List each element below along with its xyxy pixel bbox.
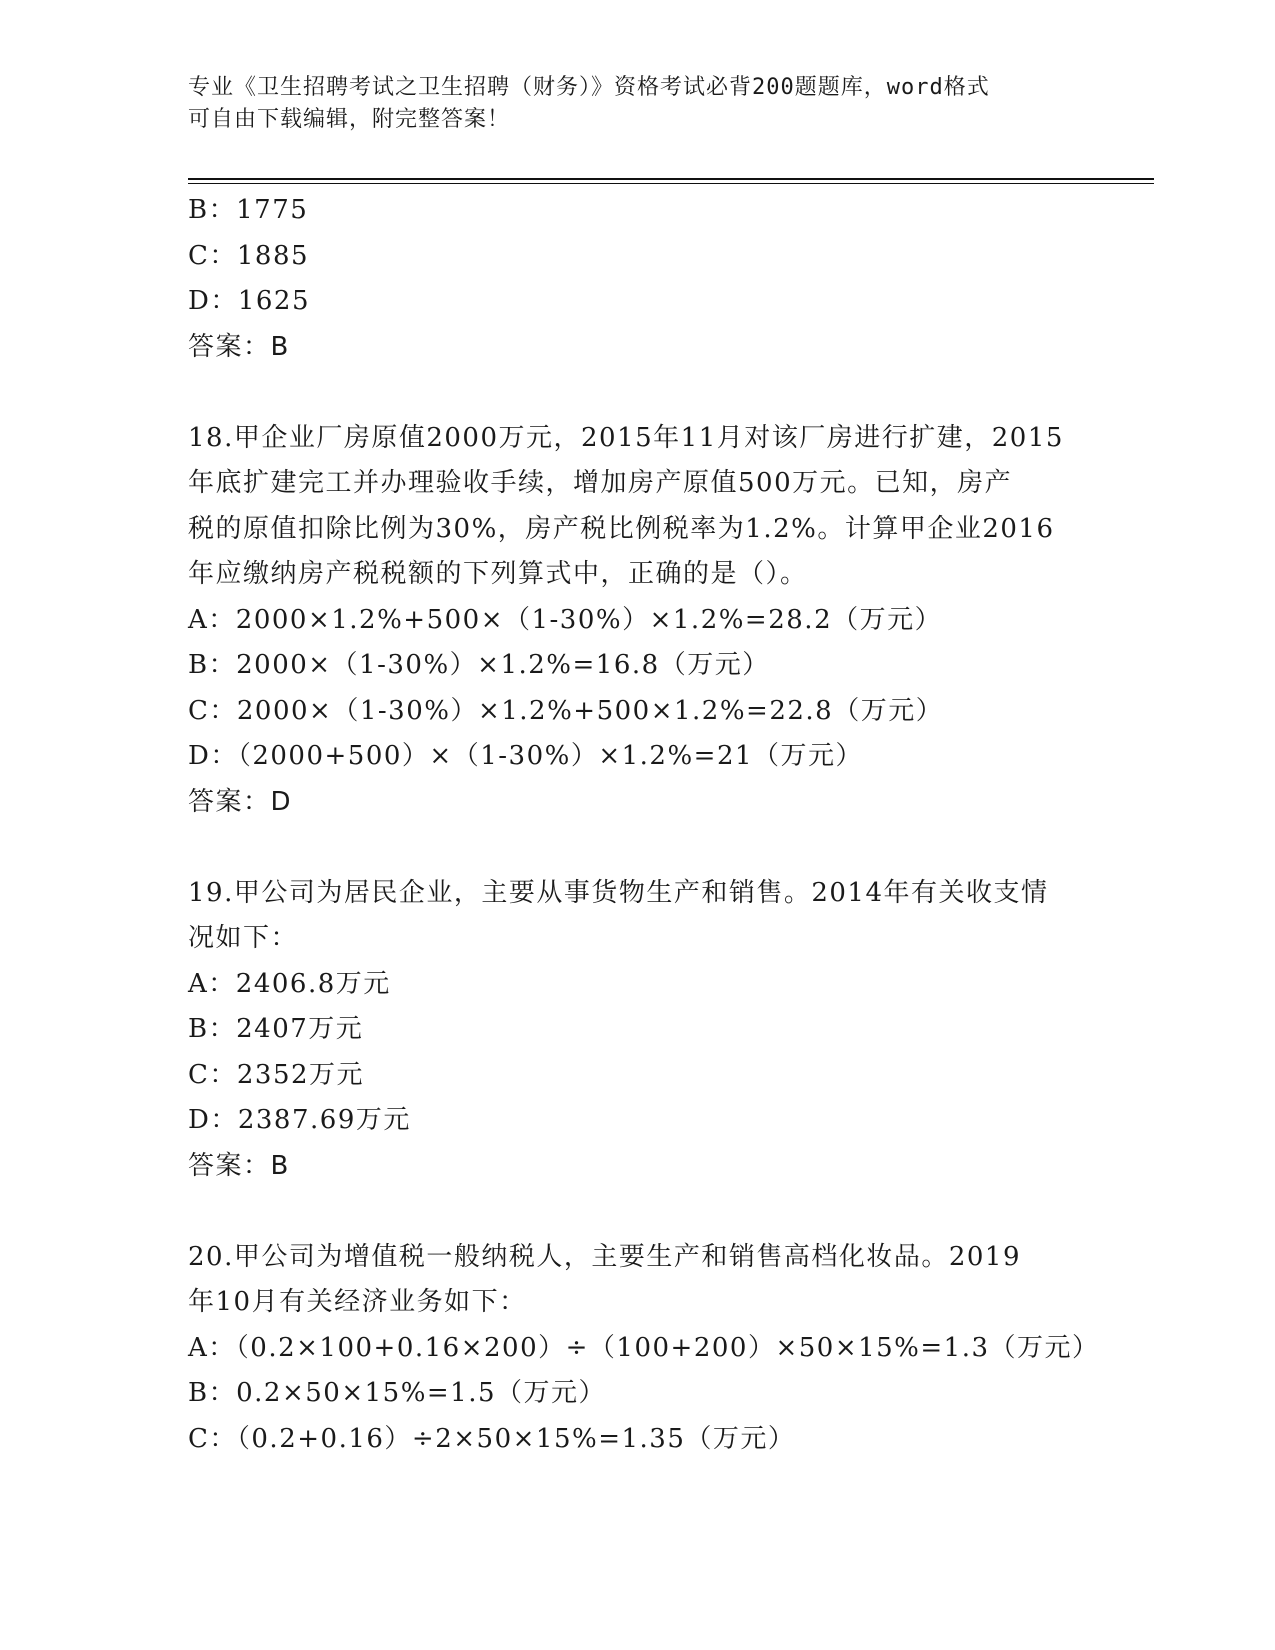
q18-stem-line-3: 税的原值扣除比例为30%，房产税比例税率为1.2%。计算甲企业2016 — [188, 513, 1055, 544]
q18-stem-line-1: 18.甲企业厂房原值2000万元，2015年11月对该厂房进行扩建，2015 — [188, 422, 1064, 453]
q19-option-c: C：2352万元 — [188, 1059, 365, 1090]
spacer — [188, 825, 1108, 871]
q20-option-b: B：0.2×50×15%=1.5（万元） — [188, 1378, 607, 1408]
q20-option-a: A：（0.2×100+0.16×200）÷（100+200）×50×15%=1.3（万元） — [188, 1332, 1100, 1363]
header-divider — [188, 178, 1154, 184]
spacer — [188, 370, 1108, 416]
q19-option-b: B：2407万元 — [188, 1014, 364, 1044]
q17-option-d: D：1625 — [188, 286, 311, 316]
question-content — [188, 188, 1108, 1462]
question-19 — [188, 871, 1108, 1190]
q19-option-d: D：2387.69万元 — [188, 1105, 411, 1135]
q19-option-a: A：2406.8万元 — [188, 968, 391, 999]
header-title-line-1: 专业《卫生招聘考试之卫生招聘（财务）》资格考试必背200题题库，word格式 — [188, 75, 990, 100]
page-header — [188, 72, 1088, 136]
header-title-line-2: 可自由下载编辑，附完整答案！ — [188, 107, 511, 132]
question-18 — [188, 416, 1108, 826]
q18-answer: 答案：D — [188, 786, 293, 817]
q18-option-d: D：（2000+500）×（1-30%）×1.2%=21（万元） — [188, 741, 864, 771]
q18-stem-line-4: 年应缴纳房产税税额的下列算式中，正确的是（）。 — [188, 559, 808, 589]
q20-stem-line-2: 年10月有关经济业务如下： — [188, 1287, 527, 1317]
question-17 — [188, 188, 1108, 370]
question-20 — [188, 1235, 1108, 1463]
q18-option-c: C：2000×（1-30%）×1.2%+500×1.2%=22.8（万元） — [188, 695, 944, 726]
q19-stem-line-2: 况如下： — [188, 923, 299, 953]
q19-stem-line-1: 19.甲公司为居民企业，主要从事货物生产和销售。2014年有关收支情 — [188, 877, 1049, 908]
q20-option-c: C：（0.2+0.16）÷2×50×15%=1.35（万元） — [188, 1423, 796, 1454]
spacer — [188, 1189, 1108, 1235]
q17-option-c: C：1885 — [188, 240, 310, 271]
q20-stem-line-1: 20.甲公司为增值税一般纳税人，主要生产和销售高档化妆品。2019 — [188, 1241, 1022, 1272]
q19-answer: 答案：B — [188, 1150, 290, 1181]
q18-option-a: A：2000×1.2%+500×（1-30%）×1.2%=28.2（万元） — [188, 604, 943, 635]
q17-answer: 答案：B — [188, 331, 290, 362]
q18-stem-line-2: 年底扩建完工并办理验收手续，增加房产原值500万元。已知，房产 — [188, 468, 1013, 498]
q18-option-b: B：2000×（1-30%）×1.2%=16.8（万元） — [188, 650, 770, 680]
q17-option-b: B：1775 — [188, 195, 309, 225]
